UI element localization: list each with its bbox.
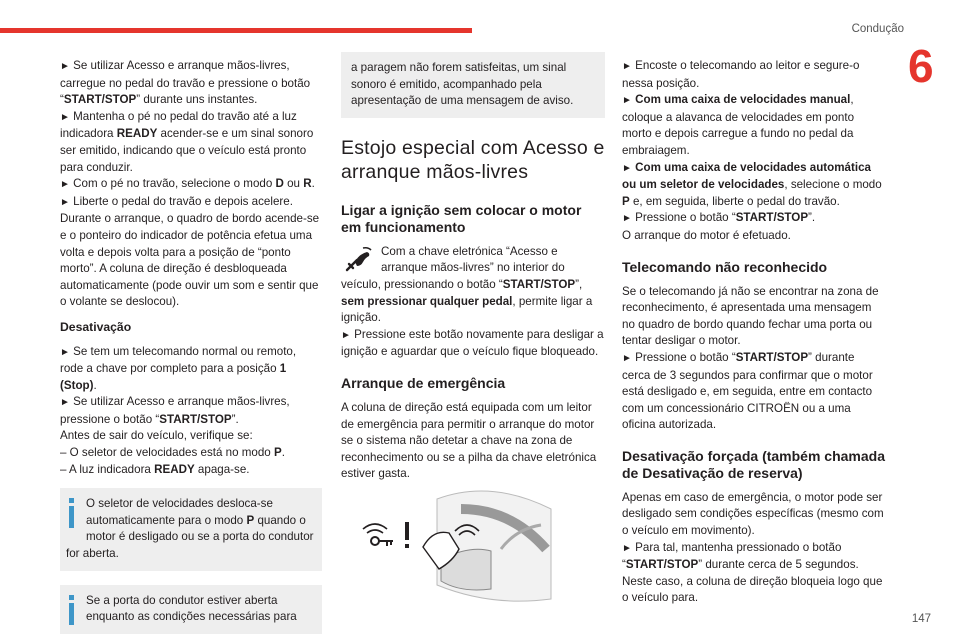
paragraph: Se o telecomando já não se encontrar na zona de reconhecimento, é apresentada uma mensagem no quadro de bordo quando fechar uma porta ou tentar desligar o motor. — [622, 284, 879, 348]
paragraph: Durante o arranque, o quadro de bordo acende-se e o ponteiro do indicador de potência efetua uma volta e depois volta para a posição de “ponto morto”. A coluna de direção é desbloqueada automaticamente (pode ouvir um som e sentir que o volante se deslocou). — [60, 212, 320, 309]
section-title: Condução — [851, 23, 904, 35]
paragraph: ► Para tal, mantenha pressionado o botão “START/STOP” durante cerca de 5 segundos. — [622, 540, 859, 572]
chapter-number: 6 — [908, 40, 934, 92]
paragraph: ► Pressione o botão “START/STOP” durante cerca de 3 segundos para confirmar que o motor está desligado e, em seguida, entre em contacto com um concessionário CITROËN ou a uma oficina autorizada. — [622, 350, 873, 432]
info-icon — [66, 593, 76, 627]
paragraph: ► Se utilizar Acesso e arranque mãos-livres, pressione o botão “START/STOP”. — [60, 395, 290, 426]
subheading-desativacao: Desativação — [60, 319, 132, 334]
paragraph: Apenas em caso de emergência, o motor pode ser desligado sem condições específicas (mesmo com o veículo em movimento). — [622, 490, 884, 538]
info-icon — [66, 496, 76, 530]
paragraph: ► Com o pé no travão, selecione o modo D ou R. — [60, 177, 315, 191]
info-box-continued: a paragem não forem satisfeitas, um sinal sonoro é emitido, acompanhado pela apresentação de uma mensagem de aviso. — [341, 52, 605, 118]
paragraph: ► Com uma caixa de velocidades manual, coloque a alavanca de velocidades em ponto morto e depois carregue a fundo no pedal da embraiagem. — [622, 93, 855, 157]
steering-illustration-svg — [341, 489, 605, 619]
header-accent-bar — [0, 28, 472, 33]
paragraph: O arranque do motor é efetuado. — [622, 228, 791, 242]
paragraph: ► Encoste o telecomando ao leitor e segure-o nessa posição. — [622, 59, 860, 90]
paragraph: Antes de sair do veículo, verifique se: — [60, 429, 253, 443]
info-box: Se a porta do condutor estiver aberta enquanto as condições necessárias para — [60, 585, 322, 634]
paragraph: Com a chave eletrónica “Acesso e arranque mãos-livres” no interior do veículo, pressionando o botão “START/STOP”, sem pressionar qualquer pedal, permite ligar a ignição. — [341, 244, 593, 325]
paragraph: ► Com uma caixa de velocidades automática ou um seletor de velocidades, selecione o modo P e, em seguida, liberte o pedal do travão. — [622, 160, 882, 208]
paragraph: ► Se utilizar Acesso e arranque mãos-livres, carregue no pedal do travão e pressione o botão “START/STOP” durante uns instantes. — [60, 59, 311, 107]
subsection-heading: Desativação forçada (também chamada de Desativação de reserva) — [622, 447, 885, 481]
info-box: O seletor de velocidades desloca-se automaticamente para o modo P quando o motor é desligado ou se a porta do condutor for aberta. — [60, 488, 322, 570]
paragraph: A coluna de direção está equipada com um leitor de emergência para permitir o arranque do motor se o sistema não detetar a chave na zona de reconhecimento ou se a pilha da chave eletrónica estiver gasta. — [341, 400, 597, 481]
column-2 — [341, 52, 605, 619]
list-item: – O seletor de velocidades está no modo P. — [60, 446, 285, 460]
steering-column-illustration — [341, 489, 605, 619]
paragraph: ► Pressione o botão “START/STOP”. — [622, 211, 816, 225]
subsection-heading: Arranque de emergência — [341, 374, 506, 391]
list-item: – A luz indicadora READY apaga-se. — [60, 462, 250, 476]
paragraph: ► Pressione este botão novamente para desligar a ignição e aguardar que o veículo fique bloqueado. — [341, 327, 604, 359]
column-1 — [60, 58, 322, 634]
key-warning-icon — [363, 522, 409, 548]
paragraph: ► Liberte o pedal do travão e depois acelere. — [60, 194, 293, 208]
paragraph: Neste caso, a coluna de direção bloqueia logo que o veículo para. — [622, 574, 883, 605]
page-number: 147 — [911, 613, 931, 625]
paragraph: ► Se tem um telecomando normal ou remoto, rode a chave por completo para a posição 1 (Stop). — [60, 344, 297, 392]
section-heading: Estojo especial com Acesso e arranque mãos-livres — [341, 136, 605, 183]
paragraph: ► Mantenha o pé no pedal do travão até a luz indicadora READY acender-se e um sinal sonoro ser emitido, indicando que o veículo está pronto para conduzir. — [60, 109, 314, 174]
subsection-heading: Ligar a ignição sem colocar o motor em funcionamento — [341, 201, 582, 235]
column-3 — [622, 58, 886, 607]
subsection-heading: Telecomando não reconhecido — [622, 258, 828, 275]
key-hand-icon — [341, 244, 375, 276]
